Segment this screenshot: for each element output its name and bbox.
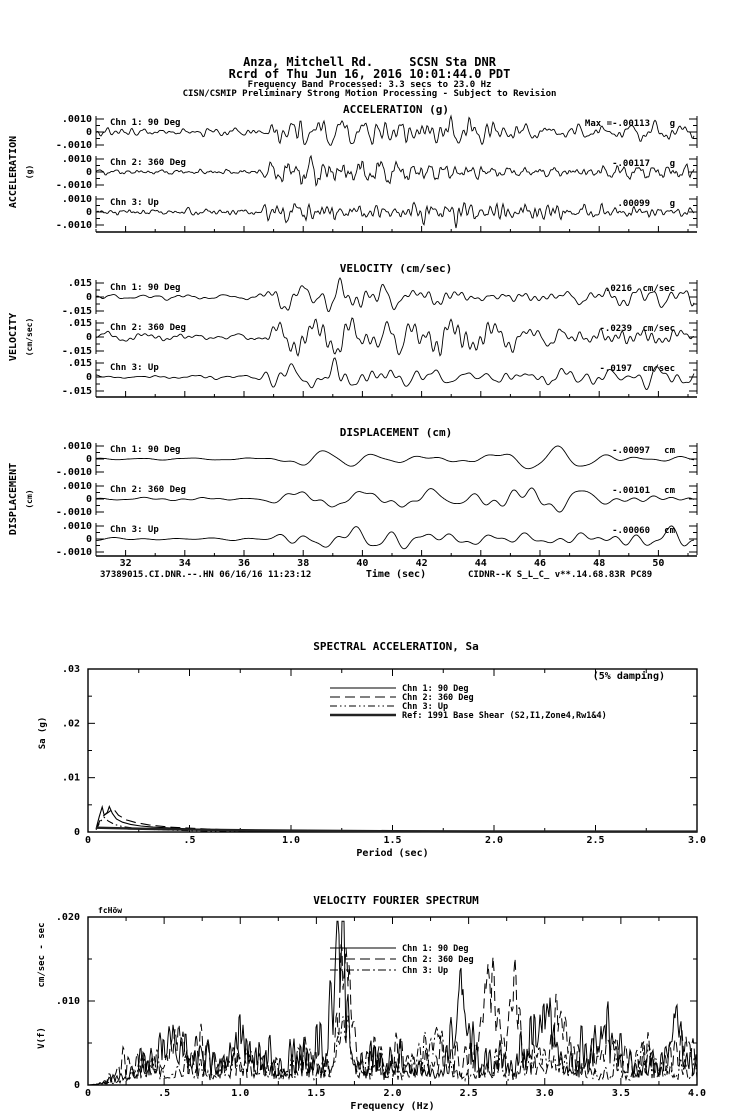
y-tick-label: .0010 [61, 114, 92, 125]
max-value: -.00117 [612, 159, 650, 169]
waveform-trace [96, 446, 694, 469]
y-tick-label: -.015 [61, 346, 92, 357]
y-tick-label: 0 [85, 454, 92, 465]
max-value: -.00097 [612, 446, 650, 456]
time-tick-label: 38 [297, 558, 310, 569]
y-tick-label: 0 [85, 292, 92, 303]
y-tick-label: 0 [85, 494, 92, 505]
y-tick-label: -.0010 [55, 547, 92, 558]
velocity-side-unit: (cm/sec) [25, 317, 34, 357]
x-tick-label: 2.5 [586, 835, 605, 846]
y-tick-label: -.0010 [55, 507, 92, 518]
fourier-y-unit-label: cm/sec - sec [37, 922, 47, 988]
y-tick-label: 0 [85, 332, 92, 343]
x-tick-label: 0 [84, 835, 92, 846]
time-axis-label: Time (sec) [365, 569, 427, 580]
y-tick-label: .0010 [61, 481, 92, 492]
channel-label: Chn 1: 90 Deg [110, 118, 181, 128]
y-tick-label: -.015 [61, 386, 92, 397]
velocity-title: VELOCITY (cm/sec) [339, 262, 453, 275]
y-tick-label: .0010 [61, 154, 92, 165]
x-tick-label: 1.0 [231, 1088, 250, 1099]
y-tick-label: 0 [85, 167, 92, 178]
record-id-footer: 37389015.CI.DNR.--.HN 06/16/16 11:23:12 [100, 570, 312, 580]
acceleration-time-axis [96, 226, 697, 232]
y-tick-label: 0 [85, 372, 92, 383]
max-value: .0216 [604, 284, 632, 294]
time-tick-label: 42 [415, 558, 428, 569]
spectral-acceleration-chart [38, 640, 706, 859]
acceleration-title: ACCELERATION (g) [343, 103, 449, 116]
waveform-trace [96, 526, 694, 549]
y-tick-label: .020 [55, 912, 80, 923]
channel-label: Chn 3: Up [110, 363, 159, 373]
channel-label: Chn 2: 360 Deg [110, 158, 186, 168]
channel-label: Chn 1: 90 Deg [110, 283, 181, 293]
channel-label: Chn 3: Up [110, 525, 159, 535]
max-unit: cm [664, 526, 675, 536]
velocity-time-axis [96, 391, 697, 397]
x-axis-label: Period (sec) [356, 848, 429, 859]
legend-label: Chn 2: 360 Deg [402, 955, 474, 965]
y-tick-label: .015 [67, 278, 92, 289]
velocity-channel-3 [62, 358, 697, 397]
y-tick-label: .03 [61, 664, 80, 675]
legend-label: Chn 1: 90 Deg [402, 944, 469, 954]
acceleration-side-unit: (g) [25, 164, 34, 180]
y-tick-label: 0 [85, 127, 92, 138]
x-tick-label: 1.5 [307, 1088, 326, 1099]
time-tick-label: 36 [237, 558, 251, 569]
y-tick-label: .0010 [61, 194, 92, 205]
time-tick-label: 44 [474, 558, 487, 569]
y-tick-label: .01 [61, 772, 80, 784]
time-tick-label: 48 [593, 558, 606, 569]
acceleration-channel-1 [56, 114, 697, 151]
max-unit: cm [664, 486, 675, 496]
y-tick-label: 0 [85, 534, 92, 545]
y-tick-label: -.0010 [55, 140, 92, 151]
sa-title: SPECTRAL ACCELERATION, Sa [313, 640, 479, 653]
displacement-side-unit: (cm) [25, 489, 34, 509]
x-tick-label: 1.5 [383, 835, 402, 846]
velocity-channel-2 [62, 318, 697, 357]
waveform-trace [96, 202, 694, 228]
y-tick-label: .0010 [61, 521, 92, 532]
header-processing-line: CISN/CSMIP Preliminary Strong Motion Processing - Subject to Revision [182, 89, 557, 99]
channel-label: Chn 3: Up [110, 198, 159, 208]
y-tick-label: .015 [67, 358, 92, 369]
header-record-line: Rcrd of Thu Jun 16, 2016 10:01:44.0 PDT [228, 67, 511, 81]
max-unit: g [669, 159, 675, 169]
time-tick-label: 50 [652, 558, 665, 569]
displacement-channel-1 [56, 441, 697, 478]
legend-label: Chn 1: 90 Deg [402, 684, 469, 694]
time-tick-label: 40 [356, 558, 369, 569]
max-value: -.0239 [599, 324, 632, 334]
y-tick-label: -.015 [61, 306, 92, 317]
displacement-channel-3 [56, 521, 697, 558]
time-tick-label: 34 [178, 558, 191, 569]
channel-label: Chn 2: 360 Deg [110, 323, 186, 333]
y-tick-label: .02 [61, 718, 80, 730]
acceleration-channel-3 [56, 194, 697, 231]
time-tick-label: 46 [533, 558, 547, 569]
time-tick-label: 32 [119, 558, 132, 569]
x-tick-label: 2.0 [383, 1088, 402, 1099]
sa-curve [96, 809, 697, 832]
x-tick-label: 4.0 [687, 1088, 707, 1099]
x-tick-label: 3.0 [687, 835, 707, 846]
max-value: -.00113 [612, 119, 650, 129]
header-station-line: Anza, Mitchell Rd. SCSN Sta DNR [243, 55, 496, 69]
max-unit: g [669, 199, 675, 209]
y-tick-label: 0 [73, 827, 80, 838]
x-tick-label: .5 [183, 835, 196, 846]
max-value: -.00060 [612, 526, 650, 536]
displacement-title: DISPLACEMENT (cm) [339, 426, 453, 439]
sa-y-axis-label: Sa (g) [38, 716, 48, 750]
damping-annotation: (5% damping) [592, 671, 665, 682]
x-tick-label: 3.5 [611, 1088, 630, 1099]
y-tick-label: 0 [73, 1080, 80, 1091]
max-unit: cm/sec [642, 284, 675, 294]
acceleration-channel-2 [56, 154, 697, 191]
fourier-title: VELOCITY FOURIER SPECTRUM [313, 894, 479, 907]
x-tick-label: 1.0 [281, 835, 301, 846]
fourier-y-axis-label: V(f) [37, 1027, 47, 1049]
channel-label: Chn 1: 90 Deg [110, 445, 181, 455]
x-tick-label: 2.0 [484, 835, 504, 846]
legend-label: Chn 2: 360 Deg [402, 693, 474, 703]
processing-footer: CIDNR--K S_L_C_ v**.14.68.83R PC89 [468, 570, 653, 580]
displacement-side-label: DISPLACEMENT [8, 462, 19, 536]
max-unit: cm/sec [642, 364, 675, 374]
x-tick-label: .5 [158, 1088, 171, 1099]
max-value: -.00101 [612, 486, 650, 496]
max-unit: cm [664, 446, 675, 456]
y-tick-label: -.0010 [55, 467, 92, 478]
velocity-fourier-spectrum-chart [37, 894, 706, 1112]
legend-label: Ref: 1991 Base Shear (S2,I1,Zone4,Rw1&4) [402, 711, 607, 721]
y-tick-label: .0010 [61, 441, 92, 452]
velocity-side-label: VELOCITY [8, 312, 19, 362]
y-tick-label: .010 [55, 996, 80, 1007]
y-tick-label: -.0010 [55, 180, 92, 191]
channel-label: Chn 2: 360 Deg [110, 485, 186, 495]
x-tick-label: 2.5 [459, 1088, 478, 1099]
corner-frequency-label: fcHöw [98, 906, 123, 915]
y-tick-label: 0 [85, 207, 92, 218]
displacement-channel-2 [56, 481, 697, 518]
legend-label: Chn 3: Up [402, 966, 449, 976]
y-tick-label: -.0010 [55, 220, 92, 231]
max-unit: g [669, 119, 675, 129]
x-tick-label: 0 [84, 1088, 92, 1099]
max-unit: cm/sec [642, 324, 675, 334]
x-axis-label: Frequency (Hz) [350, 1101, 435, 1112]
max-value: .00099 [617, 199, 650, 209]
max-value: -.0197 [599, 364, 632, 374]
x-tick-label: 3.0 [535, 1088, 554, 1099]
velocity-channel-1 [62, 278, 697, 317]
max-prefix: Max = [584, 119, 612, 129]
legend-label: Chn 3: Up [402, 702, 449, 712]
displacement-time-axis [96, 550, 697, 580]
header-band-line: Frequency Band Processed: 3.3 secs to 23.0 Hz [247, 80, 492, 90]
y-tick-label: .015 [67, 318, 92, 329]
acceleration-side-label: ACCELERATION [8, 135, 19, 209]
